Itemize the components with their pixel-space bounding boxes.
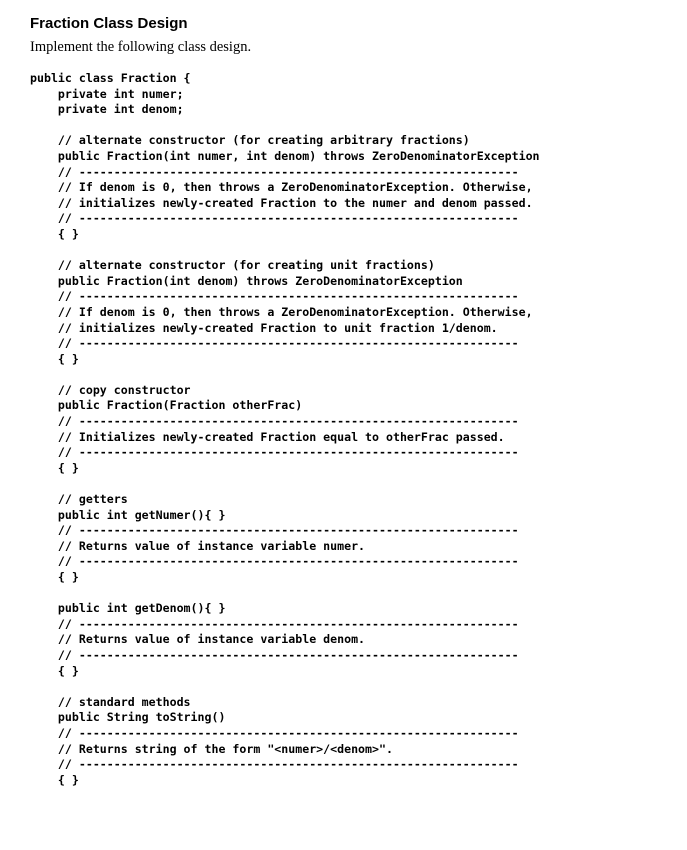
code-line: // --------------------------------------------------------------- <box>30 554 519 569</box>
code-line: // standard methods <box>30 694 191 709</box>
code-line: // --------------------------------------------------------------- <box>30 725 519 740</box>
code-line: { } <box>30 460 79 475</box>
code-line <box>30 367 670 383</box>
code-line: public Fraction(int numer, int denom) throws ZeroDenominatorException <box>30 148 540 163</box>
code-line: // --------------------------------------------------------------- <box>30 616 519 631</box>
code-line: public Fraction(int denom) throws ZeroDenominatorException <box>30 273 463 288</box>
code-line: public Fraction(Fraction otherFrac) <box>30 398 303 413</box>
code-line <box>30 586 670 602</box>
code-line: { } <box>30 663 79 678</box>
code-block <box>30 71 670 788</box>
code-line: // If denom is 0, then throws a ZeroDenominatorException. Otherwise, <box>30 180 533 195</box>
code-line: public class Fraction { <box>30 71 191 85</box>
code-line: // getters <box>30 492 128 507</box>
page-title: Fraction Class Design <box>30 15 188 32</box>
code-line: public int getNumer(){ } <box>30 507 226 522</box>
code-line: private int denom; <box>30 102 184 117</box>
code-line: { } <box>30 351 79 366</box>
code-line <box>30 679 670 695</box>
code-line: // Returns value of instance variable denom. <box>30 632 366 647</box>
code-line: // alternate constructor (for creating arbitrary fractions) <box>30 133 470 148</box>
code-line: // initializes newly-created Fraction to unit fraction 1/denom. <box>30 320 498 335</box>
code-line: private int numer; <box>30 86 184 101</box>
code-line <box>30 476 670 492</box>
code-line: public String toString() <box>30 710 226 725</box>
code-line: // --------------------------------------------------------------- <box>30 445 519 460</box>
code-line: // Initializes newly-created Fraction equal to otherFrac passed. <box>30 429 505 444</box>
code-line: // --------------------------------------------------------------- <box>30 289 519 304</box>
document-page <box>30 14 670 788</box>
code-line <box>30 118 670 134</box>
code-line: // --------------------------------------------------------------- <box>30 414 519 429</box>
code-line: // --------------------------------------------------------------- <box>30 523 519 538</box>
code-line: // --------------------------------------------------------------- <box>30 757 519 772</box>
code-line: // --------------------------------------------------------------- <box>30 211 519 226</box>
code-line: { } <box>30 570 79 584</box>
code-line: public int getDenom(){ } <box>30 601 226 616</box>
code-line: // copy constructor <box>30 382 191 397</box>
code-line: // Returns value of instance variable numer. <box>30 538 366 553</box>
code-line: { } <box>30 226 79 241</box>
code-line: // --------------------------------------------------------------- <box>30 164 519 179</box>
code-line <box>30 243 670 259</box>
code-line: // alternate constructor (for creating unit fractions) <box>30 258 435 273</box>
code-line: // Returns string of the form "<numer>/<denom>". <box>30 741 393 756</box>
code-line: // --------------------------------------------------------------- <box>30 647 519 662</box>
code-line: { } <box>30 772 79 787</box>
intro-text: Implement the following class design. <box>30 39 252 55</box>
code-line: // If denom is 0, then throws a ZeroDenominatorException. Otherwise, <box>30 304 533 319</box>
code-line: // --------------------------------------------------------------- <box>30 336 519 351</box>
code-line: // initializes newly-created Fraction to the numer and denom passed. <box>30 195 533 210</box>
